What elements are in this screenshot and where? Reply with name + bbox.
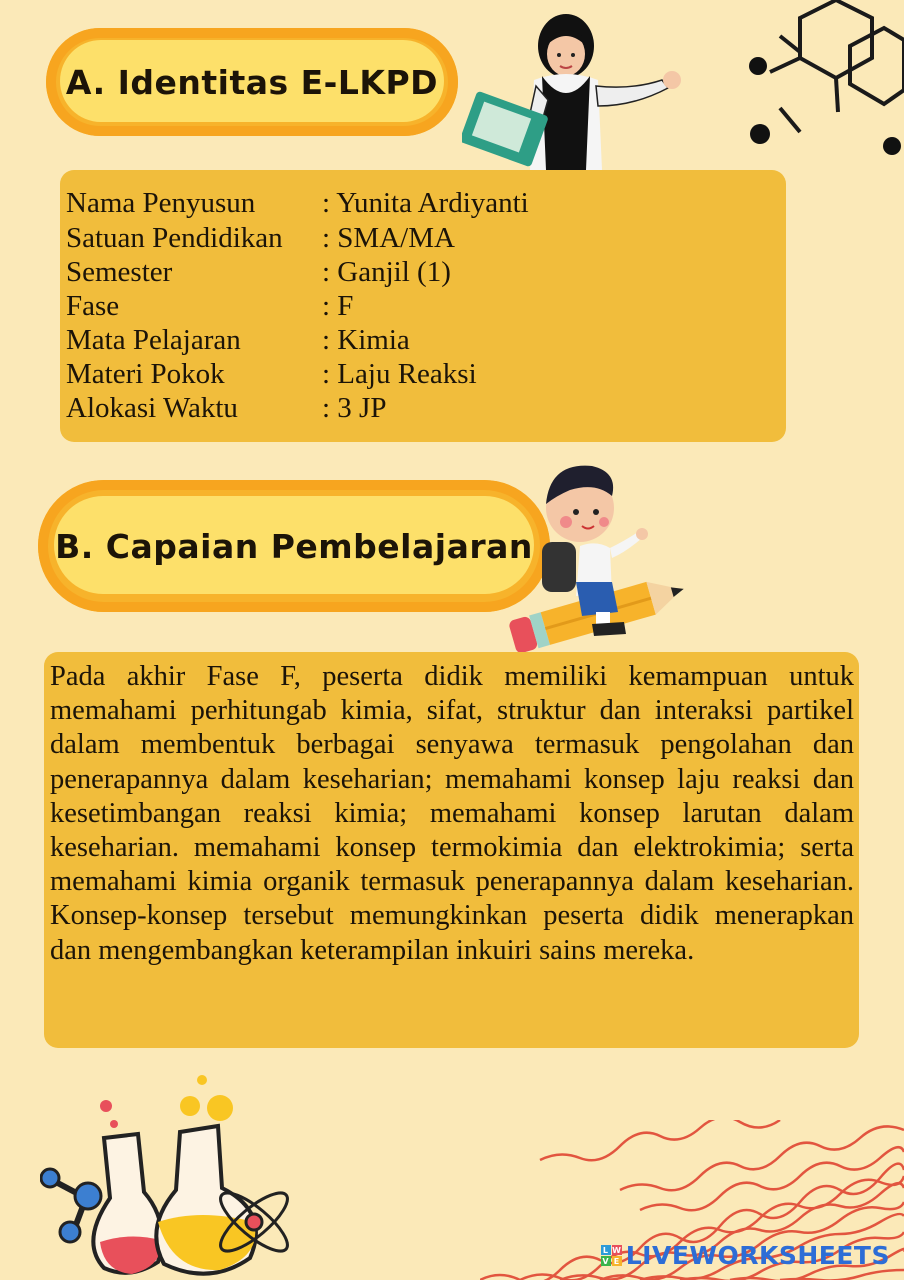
identity-label: Nama Penyusun <box>66 187 256 219</box>
learning-outcome-card <box>44 652 859 1048</box>
identity-card <box>60 170 786 442</box>
liveworksheets-watermark <box>601 1241 890 1270</box>
identity-label: Semester <box>66 256 173 288</box>
identity-value: : 3 JP <box>322 392 387 424</box>
identity-row <box>66 323 410 357</box>
identity-row <box>66 186 529 220</box>
identity-label: Satuan Pendidikan <box>66 222 283 254</box>
identity-label: Materi Pokok <box>66 358 225 390</box>
identity-row <box>66 357 477 391</box>
molecule-decoration <box>740 0 904 160</box>
teacher-illustration <box>462 10 692 175</box>
section-a-heading-pill <box>46 28 458 136</box>
identity-row <box>66 221 455 255</box>
watermark-text: LIVEWORKSHEETS <box>625 1241 890 1270</box>
section-a-title: A. Identitas E-LKPD <box>65 62 439 102</box>
identity-label: Alokasi Waktu <box>66 392 238 424</box>
identity-row <box>66 255 451 289</box>
lab-flasks-illustration <box>40 1072 310 1280</box>
identity-row <box>66 391 386 425</box>
identity-label: Mata Pelajaran <box>66 324 241 356</box>
identity-value: : SMA/MA <box>322 222 455 254</box>
identity-value: : Yunita Ardiyanti <box>322 187 529 219</box>
identity-row <box>66 289 353 323</box>
identity-value: : Laju Reaksi <box>322 358 477 390</box>
liveworksheets-logo-icon: L W V E <box>602 1245 622 1266</box>
identity-value: : Kimia <box>322 324 410 356</box>
learning-outcome-text: Pada akhir Fase F, peserta didik memiliki kemampuan untuk memahami perhitungab kimia, sifat, struktur dan interaksi partikel dalam membentuk berbagai senyawa termasuk pengolahan dan penerapannya dalam keseharian; memahami konsep laju reaksi dan kesetimbangan reaksi kimia; memahami konsep larutan dalam keseharian. memahami konsep termokimia dan elektrokimia; serta memahami kimia organik termasuk penerapannya dalam keseharian. Konsep-konsep tersebut memungkinkan peserta didik menerapkan dan mengembangkan keterampilan inkuiri sains mereka. <box>50 661 854 966</box>
identity-value: : Ganjil (1) <box>322 256 451 288</box>
section-b-heading-pill <box>38 480 550 612</box>
student-pencil-illustration <box>500 456 700 652</box>
identity-label: Fase <box>66 290 120 322</box>
identity-value: : F <box>322 290 354 322</box>
section-b-title: B. Capaian Pembelajaran <box>55 526 533 566</box>
